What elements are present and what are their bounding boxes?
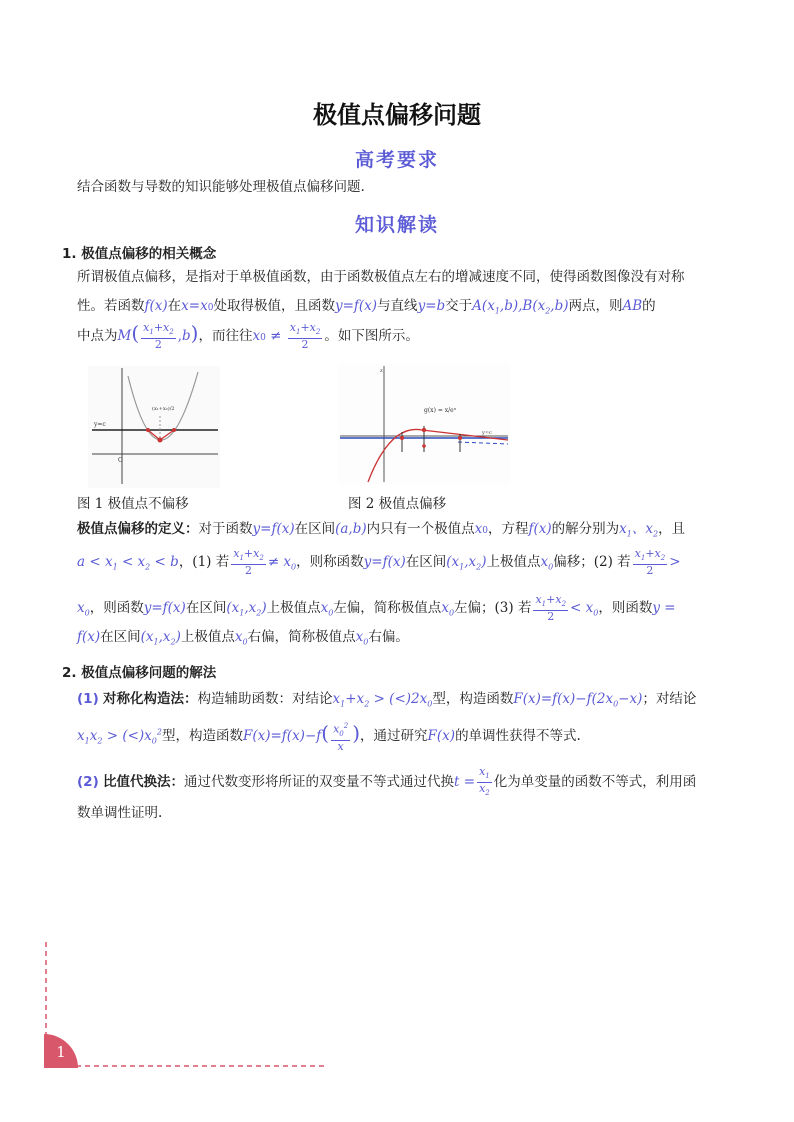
figure-1-caption: 图 1 极值点不偏移: [77, 496, 189, 512]
text: 在区间: [405, 554, 447, 571]
math: (: [131, 321, 140, 346]
math: $(x_1,x_2)$: [140, 629, 181, 647]
text: 化为单变量的函数不等式，利用函: [493, 774, 697, 791]
math: F(x)=f(x)−f: [242, 727, 322, 744]
page-corner-decoration: [40, 940, 330, 1072]
math: $x_0$: [540, 554, 554, 572]
math: f(x): [353, 298, 378, 314]
method2-number: (2): [77, 774, 99, 791]
text: ，通过研究: [360, 727, 428, 744]
text: 左偏；(3) 若: [454, 600, 532, 617]
text: 偏移；(2) 若: [553, 554, 631, 571]
math: y =: [652, 600, 676, 617]
text: 处取得极值，且函数: [213, 298, 335, 314]
definition-line4: [77, 626, 757, 654]
text: 上极值点: [180, 629, 235, 645]
text: ，(1) 若: [178, 554, 230, 571]
text: ，则函数: [598, 600, 653, 617]
text: 对于函数: [198, 521, 253, 537]
method2-line1: [77, 766, 757, 799]
definition-line1: [77, 518, 757, 546]
math: x: [200, 298, 208, 314]
math: f(x): [162, 600, 186, 617]
math: $(x_1,x_2)$: [226, 600, 267, 618]
text: ，则函数: [89, 600, 144, 617]
math: 0: [260, 333, 266, 344]
part1-line3: [77, 322, 757, 351]
text: 。如下图所示。: [324, 328, 419, 345]
definition-label: 极值点偏移的定义：: [77, 521, 199, 537]
math: AB: [622, 298, 643, 314]
section-knowledge: 知识解读: [354, 214, 439, 236]
math: (: [321, 720, 330, 745]
text: 在区间: [185, 600, 227, 617]
text: ，方程: [487, 521, 529, 537]
math: t =: [454, 774, 476, 791]
text: 右偏。: [368, 629, 409, 645]
math-frac: $\frac{x_0^2}{x}$: [333, 722, 349, 753]
math: ,: [177, 328, 183, 345]
fig2-y-label: y=c: [482, 430, 492, 436]
math-frac: $\frac{x_1+x_2}{2}$: [289, 321, 321, 352]
math: ≠: [265, 328, 286, 345]
math: $a < x_1 < x_2 < b$: [77, 554, 179, 572]
math: $x_0$: [77, 600, 90, 618]
math: =: [342, 298, 354, 314]
math-frac: $\frac{x_1}{x_2}$: [479, 765, 490, 798]
text: 与直线: [377, 298, 418, 314]
text: 中点为: [77, 328, 118, 345]
math: $x_0$: [355, 629, 369, 647]
math: $(x_1,x_2)$: [446, 554, 487, 572]
math: M: [117, 328, 132, 345]
math: f(x): [528, 521, 552, 537]
math: b: [182, 328, 191, 345]
method1-line1: [77, 688, 757, 716]
text: 在区间: [294, 521, 336, 537]
math: =: [151, 600, 163, 617]
math: 0: [482, 526, 488, 536]
text: 性。若函数: [77, 298, 145, 314]
text: 在区间: [100, 629, 141, 645]
definition-line2: [77, 548, 757, 579]
math-frac: $\frac{x_1+x_2}{2}$: [634, 547, 666, 578]
math: < $x_0$: [570, 600, 599, 618]
math: =: [260, 521, 272, 537]
math-frac: $\frac{x_1+x_2}{2}$: [535, 593, 567, 624]
math: ≠ $x_0$: [267, 554, 297, 572]
math: =: [188, 298, 201, 314]
math: y: [334, 298, 343, 314]
math: >: [669, 554, 681, 571]
text: 内只有一个极值点: [366, 521, 475, 537]
text: ；对结论: [642, 691, 697, 707]
method2-line2: 数单调性证明.: [77, 805, 163, 821]
text: 右偏，简称极值点: [247, 629, 356, 645]
text: 的解分别为: [551, 521, 620, 537]
method1-number: (1): [77, 691, 99, 707]
text: 构造辅助函数：对结论: [197, 691, 333, 707]
fig2-z-label: z: [380, 368, 383, 374]
math: y: [417, 298, 426, 314]
text: ，且: [658, 521, 686, 537]
math-frac: $\frac{x_1+x_2}{2}$: [233, 547, 264, 578]
math: F(x): [427, 727, 456, 744]
text: 上极值点: [266, 600, 321, 617]
text: 通过代数变形将所证的双变量不等式通过代换: [184, 774, 455, 791]
math: f(x): [382, 554, 406, 571]
math: 0: [207, 303, 214, 313]
math: (a,b): [335, 521, 367, 537]
text: 交于: [445, 298, 473, 314]
text: 的单调性获得不等式.: [455, 727, 581, 744]
math: $x_1x_2 > (<)x_0^2$: [77, 727, 162, 746]
math: $x_1$、$x_2$: [619, 521, 659, 539]
math: $x_1+x_2 > (<)2x_0$: [332, 691, 433, 709]
figure-2: [338, 364, 510, 484]
math: f(x): [271, 521, 295, 537]
fig1-o-label: O: [118, 457, 123, 464]
part1-heading: 1. 极值点偏移的相关概念: [62, 246, 217, 262]
part1-line2: [77, 295, 757, 323]
text: 上极值点: [486, 554, 541, 571]
part1-line1: 所谓极值点偏移，是指对于单极值函数，由于函数极值点左右的增减速度不同，使得函数图像没有对称: [77, 269, 685, 285]
part2-heading: 2. 极值点偏移问题的解法: [62, 665, 217, 681]
method1-line2: [77, 720, 757, 753]
figure-1: [88, 366, 220, 488]
math: x: [181, 298, 189, 314]
method1-label: 对称化构造法：: [103, 691, 198, 707]
text: 在: [167, 298, 182, 314]
math: =: [425, 298, 437, 314]
text: 两点，则: [568, 298, 623, 314]
method2-label: 比值代换法：: [103, 774, 185, 791]
fig1-y-label: y=c: [94, 421, 106, 428]
math: y: [143, 600, 152, 617]
section-requirements: 高考要求: [354, 149, 439, 171]
page-number: 1: [44, 1034, 78, 1068]
math: $x_0$: [320, 600, 334, 618]
math-frac: $\frac{x_1+x_2}{2}$: [143, 321, 174, 352]
math: ): [352, 720, 361, 745]
requirement-text: 结合函数与导数的知识能够处理极值点偏移问题.: [77, 179, 365, 195]
math: $x_0$: [234, 629, 248, 647]
page-title: 极值点偏移问题: [313, 101, 481, 129]
math: $A(x_1,b),B(x_2,b)$: [472, 298, 569, 316]
text: ，而往往: [198, 328, 253, 345]
math: $x_0$: [441, 600, 455, 618]
math: f(x): [77, 629, 101, 645]
math: y: [252, 521, 261, 537]
math: f(x): [144, 298, 168, 314]
math: x: [252, 328, 261, 345]
math: y: [363, 554, 372, 571]
math: =: [371, 554, 383, 571]
fig2-formula: g(x) = x/eˣ: [424, 407, 457, 414]
text: ，则称函数: [296, 554, 364, 571]
figure-2-caption: 图 2 极值点偏移: [348, 496, 447, 512]
text: 型，构造函数: [432, 691, 514, 707]
math: x: [474, 521, 483, 537]
math: ): [190, 321, 199, 346]
math: $F(x)=f(x)-f(2x_0-x)$: [513, 691, 643, 709]
math: b: [436, 298, 446, 314]
text: 的: [642, 298, 656, 314]
text: 型，构造函数: [161, 727, 243, 744]
fig1-mid-label: (x₁+x₂)/2: [152, 406, 175, 412]
text: 左偏，简称极值点: [333, 600, 442, 617]
definition-line3: [77, 594, 757, 625]
